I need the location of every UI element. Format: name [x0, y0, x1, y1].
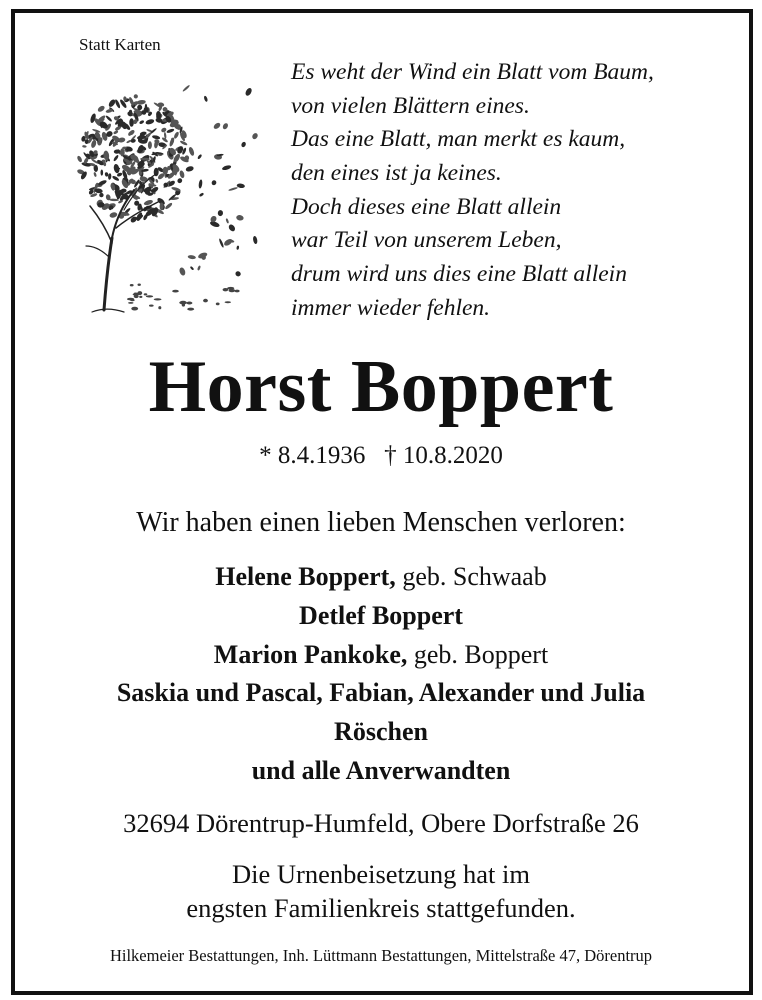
fallen-leaf — [182, 303, 185, 307]
leaf — [160, 127, 167, 133]
tree-foliage — [76, 84, 258, 277]
leaf — [129, 118, 134, 127]
fallen-leaf — [225, 301, 231, 303]
family-member — [0, 674, 762, 713]
statt-karten-note: Statt Karten — [79, 35, 161, 54]
leaf — [136, 99, 146, 105]
family-member — [0, 752, 762, 791]
family-member — [0, 713, 762, 752]
leaf — [109, 211, 118, 218]
leaf — [160, 203, 164, 211]
leaf — [234, 270, 241, 277]
fallen-leaf — [187, 308, 194, 311]
leaf — [148, 141, 152, 149]
poem-line: Doch dieses eine Blatt allein — [291, 193, 562, 220]
birth-date: * 8.4.1936 — [259, 442, 366, 469]
family-name: Helene Boppert, — [215, 562, 396, 591]
fallen-leaves — [127, 284, 240, 311]
fallen-leaf — [149, 305, 154, 307]
fallen-leaf — [138, 284, 141, 286]
leaf — [114, 99, 121, 109]
poem-line: drum wird uns dies eine Blatt allein — [291, 261, 627, 288]
leaf — [198, 179, 203, 189]
family-member — [0, 558, 762, 597]
leaf — [244, 87, 253, 97]
death-date: † 10.8.2020 — [384, 442, 503, 469]
leaf — [228, 187, 238, 192]
leaf — [178, 267, 186, 277]
fallen-leaf — [154, 298, 162, 300]
family-maiden-name: geb. Schwaab — [395, 562, 547, 591]
leaf — [145, 118, 155, 125]
life-dates — [0, 442, 762, 470]
fallen-leaf — [130, 284, 134, 286]
leaf — [169, 137, 176, 147]
leaf — [105, 115, 113, 122]
leaf — [104, 172, 108, 177]
loss-statement: Wir haben einen lieben Menschen verloren: — [136, 507, 626, 538]
leaf — [97, 105, 106, 113]
leaf — [227, 223, 236, 232]
fallen-leaf — [146, 295, 153, 297]
leaf — [197, 265, 201, 271]
leaf — [225, 218, 229, 224]
leaf — [185, 165, 194, 172]
leaf — [236, 214, 244, 221]
family-name: Röschen — [334, 717, 428, 747]
fallen-leaf — [130, 299, 135, 301]
fallen-leaf — [139, 296, 142, 298]
poem — [291, 56, 654, 326]
fallen-leaf — [235, 290, 240, 293]
fallen-leaf — [227, 287, 234, 290]
family-member — [0, 597, 762, 636]
leaf — [99, 193, 104, 198]
address: 32694 Dörentrup-Humfeld, Obere Dorfstraße 26 — [123, 808, 639, 838]
leaf — [152, 135, 161, 140]
leaf — [213, 122, 222, 130]
leaf — [252, 236, 257, 245]
fallen-leaf — [216, 303, 220, 306]
fallen-leaf — [133, 294, 140, 296]
burial-line: Die Urnenbeisetzung hat im — [231, 859, 531, 889]
leaf — [197, 154, 203, 160]
family-name: und alle Anverwandten — [251, 755, 511, 785]
leaf — [133, 94, 138, 99]
fallen-leaf — [128, 302, 133, 304]
fallen-leaf — [186, 302, 192, 305]
leaf — [241, 141, 247, 148]
leaf — [190, 266, 195, 271]
leaf — [179, 170, 185, 179]
poem-line: war Teil von unserem Leben, — [291, 227, 562, 254]
family-member — [0, 636, 762, 675]
family-maiden-name: geb. Boppert — [407, 639, 549, 669]
leaf — [93, 172, 97, 177]
leaf — [139, 120, 145, 125]
funeral-home-footer: Hilkemeier Bestattungen, Inh. Lüttmann Bestattungen, Mittelstraße 47, Dörentrup — [109, 946, 653, 965]
poem-line: Es weht der Wind ein Blatt vom Baum, — [291, 59, 654, 85]
family-name: Marion Pankoke, — [213, 639, 408, 669]
fallen-leaf — [144, 293, 148, 295]
leaf — [76, 155, 83, 163]
fallen-leaf — [158, 306, 161, 309]
leaf — [176, 177, 183, 184]
leaf — [113, 130, 119, 135]
leaf — [155, 179, 159, 184]
leaf — [218, 238, 224, 248]
leaf — [113, 154, 119, 162]
leaf — [101, 170, 104, 176]
family-name: Detlef Boppert — [299, 600, 463, 630]
fallen-leaf — [131, 307, 138, 311]
leaf — [113, 163, 120, 173]
poem-line: von vielen Blättern eines. — [291, 92, 530, 119]
leaf — [164, 202, 173, 210]
leaf — [199, 192, 204, 197]
leaf — [211, 179, 217, 186]
leaf — [82, 145, 87, 148]
family-list — [0, 558, 762, 791]
leaf — [222, 164, 232, 171]
leaf — [182, 84, 190, 92]
fallen-leaf — [203, 299, 208, 303]
leaf — [187, 255, 196, 260]
leaf — [236, 245, 239, 250]
tree-leaves-wind-icon — [72, 78, 267, 318]
poem-line: den eines ist ja keines. — [291, 160, 502, 187]
burial-note — [0, 857, 762, 925]
family-name: Saskia und Pascal, Fabian, Alexander und Julia — [116, 678, 646, 708]
poem-line: Das eine Blatt, man merkt es kaum, — [291, 126, 626, 153]
leaf — [108, 173, 112, 180]
poem-line: immer wieder fehlen. — [291, 294, 491, 321]
leaf — [108, 98, 117, 108]
leaf — [188, 146, 195, 156]
leaf — [218, 210, 224, 217]
leaf — [251, 132, 259, 140]
leaf — [222, 122, 229, 130]
fallen-leaf — [172, 290, 179, 293]
leaf — [203, 95, 208, 102]
leaf — [166, 128, 175, 134]
burial-line: engsten Familienkreis stattgefunden. — [186, 893, 576, 923]
leaf — [173, 131, 180, 139]
deceased-name: Horst Boppert — [148, 346, 614, 428]
